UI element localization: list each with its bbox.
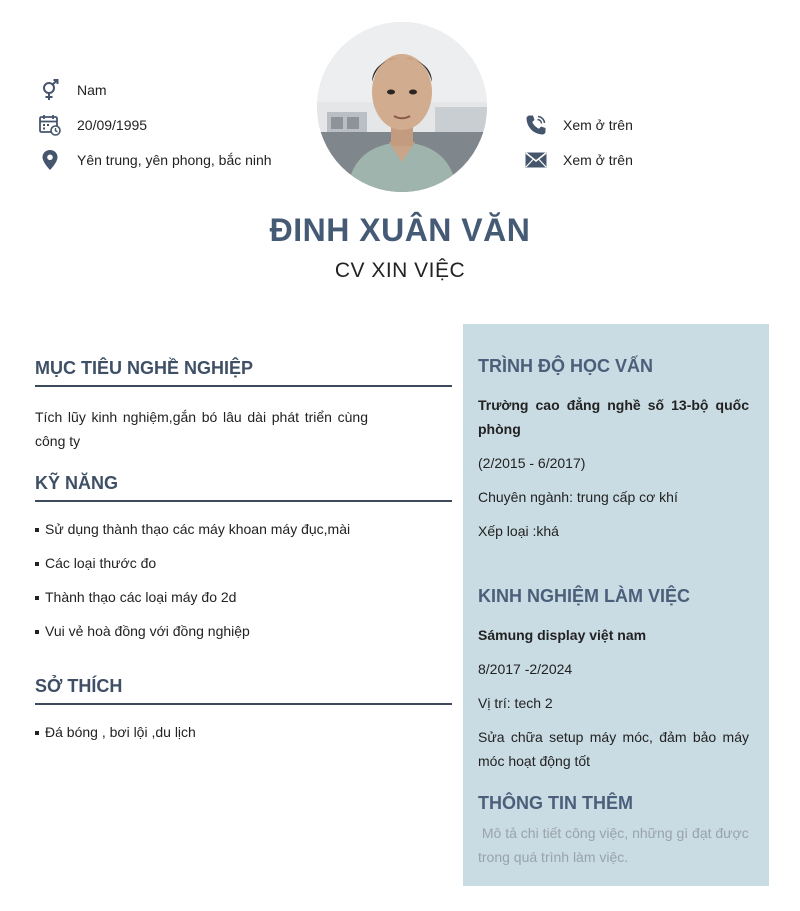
contact-gender — [37, 77, 107, 103]
gender-icon — [37, 77, 63, 103]
contact-dob — [37, 112, 147, 138]
document-subtitle: CV XIN VIỆC — [334, 259, 466, 282]
list-item: Sử dụng thành thạo các máy khoan máy đục,mài — [35, 519, 452, 539]
phone-icon — [523, 112, 549, 138]
contact-address — [37, 147, 272, 173]
skills-heading: KỸ NĂNG — [35, 473, 452, 502]
objective-heading: MỤC TIÊU NGHỀ NGHIỆP — [35, 358, 452, 387]
experience-period: 8/2017 -2/2024 — [478, 661, 573, 677]
hobbies-list — [35, 722, 452, 742]
list-item: Thành thạo các loại máy đo 2d — [35, 587, 452, 607]
phone-value: Xem ở trên — [563, 117, 633, 133]
candidate-name: ĐINH XUÂN VĂN — [269, 212, 531, 248]
envelope-icon — [523, 147, 549, 173]
extra-info-heading: THÔNG TIN THÊM — [478, 793, 633, 813]
contact-phone — [523, 112, 633, 138]
experience-heading: KINH NGHIỆM LÀM VIỆC — [478, 586, 691, 606]
experience-company: Sámung display việt nam — [478, 627, 647, 643]
location-pin-icon — [37, 147, 63, 173]
right-column — [463, 324, 769, 886]
dob-value: 20/09/1995 — [77, 117, 148, 133]
list-item: Các loại thước đo — [35, 553, 452, 573]
experience-description: Sửa chữa setup máy móc, đảm bảo máy móc hoạt động tốt — [478, 729, 749, 769]
hobbies-heading: SỞ THÍCH — [35, 676, 452, 705]
contact-email — [523, 147, 633, 173]
left-column — [35, 358, 452, 742]
list-item: Vui vẻ hoà đồng với đồng nghiệp — [35, 621, 452, 641]
gender-value: Nam — [77, 82, 107, 98]
experience-position: Vị trí: tech 2 — [478, 695, 553, 711]
education-heading: TRÌNH ĐỘ HỌC VẤN — [478, 356, 653, 376]
education-school: Trường cao đẳng nghề số 13-bộ quốc phòng — [478, 397, 749, 437]
email-value: Xem ở trên — [563, 152, 633, 168]
address-value: Yên trung, yên phong, bắc ninh — [77, 152, 272, 168]
skills-list — [35, 519, 452, 641]
education-major: Chuyên ngành: trung cấp cơ khí — [478, 489, 678, 505]
list-item: Đá bóng , bơi lội ,du lịch — [35, 722, 452, 742]
education-grade: Xếp loại :khá — [478, 523, 559, 539]
calendar-icon — [37, 112, 63, 138]
education-period: (2/2015 - 6/2017) — [478, 455, 586, 471]
extra-info-placeholder[interactable]: Mô tả chi tiết công việc, những gì đạt được trong quá trình làm việc. — [478, 825, 753, 865]
avatar — [317, 22, 487, 192]
objective-text: Tích lũy kinh nghiệm,gắn bó lâu dài phát triển cùng công ty — [35, 409, 368, 449]
